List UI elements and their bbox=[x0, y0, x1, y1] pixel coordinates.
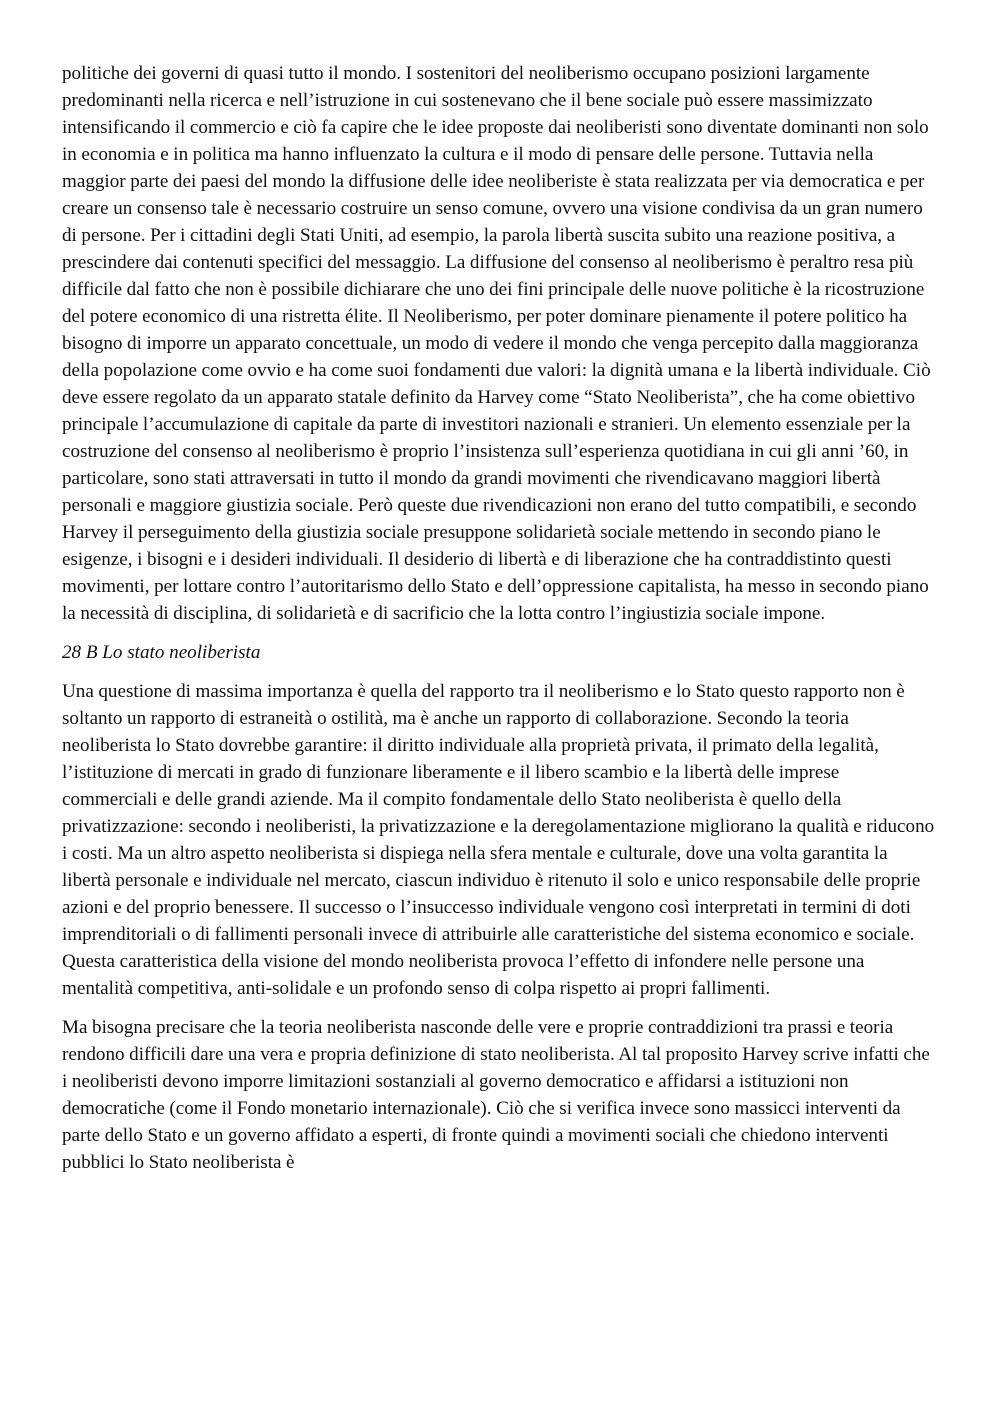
paragraph-contradictions: Ma bisogna precisare che la teoria neoliberista nasconde delle vere e proprie contraddizioni tra prassi e teoria rendono difficili dare una vera e propria definizione di stato neoliberista. Al tal proposito Harvey scrive infatti che i neoliberisti devono imporre limitazioni sostanziali al governo democratico e affidarsi a istituzioni non democratiche (come il Fondo monetario internazionale). Ciò che si verifica invece sono massicci interventi da parte dello Stato e un governo affidato a esperti, di fronte quindi a movimenti sociali che chiedono interventi pubblici lo Stato neoliberista è bbox=[62, 1017, 930, 1173]
section-heading: 28 B Lo stato neoliberista bbox=[62, 642, 261, 663]
paragraph-neoliberalism-consensus: politiche dei governi di quasi tutto il mondo. I sostenitori del neoliberismo occupano posizioni largamente predominanti nella ricerca e nell’istruzione in cui sostenevano che il bene sociale può essere massimizzato intensificando il commercio e ciò fa capire che le idee proposte dai neoliberisti sono diventate dominanti non solo in economia e in politica ma hanno influenzato la cultura e il modo di pensare delle persone. Tuttavia nella maggior parte dei paesi del mondo la diffusione delle idee neoliberiste è stata realizzata per via democratica e per creare un consenso tale è necessario costruire un senso comune, ovvero una visione condivisa da un gran numero di persone. Per i cittadini degli Stati Uniti, ad esempio, la parola libertà suscita subito una reazione positiva, a prescindere dai contenuti specifici del messaggio. La diffusione del consenso al neoliberismo è peraltro resa più difficile dal fatto che non è possibile dichiarare che uno dei fini principale delle nuove politiche è la ricostruzione del potere economico di una ristretta élite. Il Neoliberismo, per poter dominare pienamente il potere politico ha bisogno di imporre un apparato concettuale, un modo di vedere il mondo che venga percepito dalla maggioranza della popolazione come ovvio e ha come suoi fondamenti due valori: la dignità umana e la libertà individuale. Ciò deve essere regolato da un apparato statale definito da Harvey come “Stato Neoliberista”, che ha come obiettivo principale l’accumulazione di capitale da parte di investitori nazionali e stranieri. Un elemento essenziale per la costruzione del consenso al neoliberismo è proprio l’insistenza sull’esperienza quotidiana in cui gli anni ’60, in particolare, sono stati attraversati in tutto il mondo da grandi movimenti che rivendicavano maggiori libertà personali e maggiore giustizia sociale. Però queste due rivendicazioni non erano del tutto compatibili, e secondo Harvey il perseguimento della giustizia sociale presuppone solidarietà sociale mettendo in secondo piano le esigenze, i bisogni e i desideri individuali. Il desiderio di libertà e di liberazione che ha contraddistinto questi movimenti, per lottare contro l’autoritarismo dello Stato e dell’oppressione capitalista, ha messo in secondo piano la necessità di disciplina, di solidarietà e di sacrificio che la lotta contro l’ingiustizia sociale impone. bbox=[62, 63, 931, 624]
paragraph-state-relationship: Una questione di massima importanza è quella del rapporto tra il neoliberismo e lo Stato questo rapporto non è soltanto un rapporto di estraneità o ostilità, ma è anche un rapporto di collaborazione. Secondo la teoria neoliberista lo Stato dovrebbe garantire: il diritto individuale alla proprietà privata, il primato della legalità, l’istituzione di mercati in grado di funzionare liberamente e il libero scambio e la libertà delle imprese commerciali e delle grandi aziende. Ma il compito fondamentale dello Stato neoliberista è quello della privatizzazione: secondo i neoliberisti, la privatizzazione e la deregolamentazione migliorano la qualità e riducono i costi. Ma un altro aspetto neoliberista si dispiega nella sfera mentale e culturale, dove una volta garantita la libertà personale e individuale nel mercato, ciascun individuo è ritenuto il solo e unico responsabile delle proprie azioni e del proprio benessere. Il successo o l’insuccesso individuale vengono così interpretati in termini di doti imprenditoriali o di fallimenti personali invece di attribuirle alle caratteristiche del sistema economico e sociale. Questa caratteristica della visione del mondo neoliberista provoca l’effetto di infondere nelle persone una mentalità competitiva, anti-solidale e un profondo senso di colpa rispetto ai propri fallimenti. bbox=[62, 681, 935, 999]
document-page bbox=[62, 60, 938, 1188]
